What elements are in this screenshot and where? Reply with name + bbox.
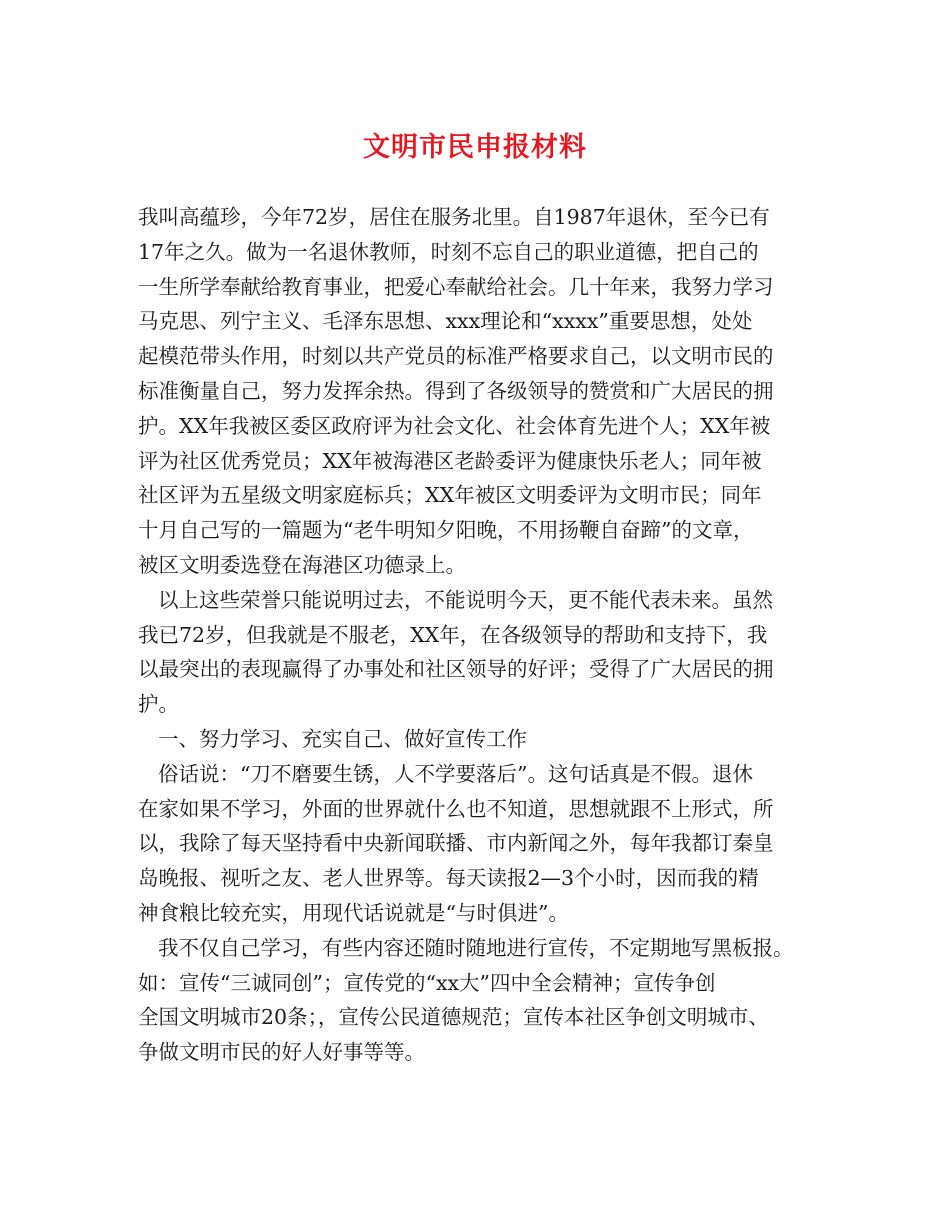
text-line: 十月自己写的一篇题为“老牛明知夕阳晚，不用扬鞭自奋蹄”的文章， bbox=[138, 518, 754, 543]
text-line: 全国文明城市20条；，宣传公民道德规范；宣传本社区争创文明城市、 bbox=[138, 1005, 769, 1030]
text-line: 神食粮比较充实，用现代话说就是“与时俱进”。 bbox=[138, 900, 569, 925]
text-line: 起模范带头作用，时刻以共产党员的标准严格要求自己，以文明市民的 bbox=[138, 344, 774, 369]
text-line: 如：宣传“三诚同创”；宣传党的“xx大”四中全会精神；宣传争创 bbox=[138, 970, 716, 995]
text-line: 一生所学奉献给教育事业，把爱心奉献给社会。几十年来，我努力学习 bbox=[138, 274, 774, 299]
text-line: 被区文明委选登在海港区功德录上。 bbox=[138, 552, 466, 577]
text-line: 岛晚报、视听之友、老人世界等。每天读报2—3个小时，因而我的精 bbox=[138, 866, 759, 891]
text-line: 马克思、列宁主义、毛泽东思想、xxx理论和“xxxx”重要思想，处处 bbox=[138, 309, 753, 334]
text-line: 护。XX年我被区委区政府评为社会文化、社会体育先进个人；XX年被 bbox=[138, 413, 771, 438]
text-line: 社区评为五星级文明家庭标兵；XX年被区文明委评为文明市民；同年 bbox=[138, 483, 762, 508]
text-line: 以最突出的表现赢得了办事处和社区领导的好评；受得了广大居民的拥 bbox=[138, 657, 774, 682]
document-title: 文明市民申报材料 bbox=[363, 132, 587, 163]
text-line: 在家如果不学习，外面的世界就什么也不知道，思想就跟不上形式，所 bbox=[138, 796, 774, 821]
text-line: 俗话说：“刀不磨要生锈，人不学要落后”。这句话真是不假。退休 bbox=[158, 761, 753, 786]
document-body bbox=[138, 200, 814, 1070]
text-line: 以上这些荣誉只能说明过去，不能说明今天，更不能代表未来。虽然 bbox=[158, 587, 773, 612]
text-line: 评为社区优秀党员；XX年被海港区老龄委评为健康快乐老人；同年被 bbox=[138, 448, 762, 473]
text-line: 争做文明市民的好人好事等等。 bbox=[138, 1040, 425, 1065]
text-line: 我叫高蕴珍，今年72岁，居住在服务北里。自1987年退休，至今已有 bbox=[138, 205, 770, 229]
text-line: 17年之久。做为一名退休教师，时刻不忘自己的职业道德，把自己的 bbox=[138, 239, 759, 264]
text-line: 我已72岁，但我就是不服老，XX年，在各级领导的帮助和支持下，我 bbox=[138, 622, 768, 647]
text-line: 标准衡量自己，努力发挥余热。得到了各级领导的赞赏和广大居民的拥 bbox=[138, 378, 774, 403]
text-line: 以，我除了每天坚持看中央新闻联播、市内新闻之外，每年我都订秦皇 bbox=[138, 831, 774, 856]
text-line: 我不仅自己学习，有些内容还随时随地进行宣传，不定期地写黑板报。 bbox=[158, 935, 794, 960]
text-line: 一、努力学习、充实自己、做好宣传工作 bbox=[158, 726, 527, 751]
text-line: 护。 bbox=[138, 692, 179, 717]
